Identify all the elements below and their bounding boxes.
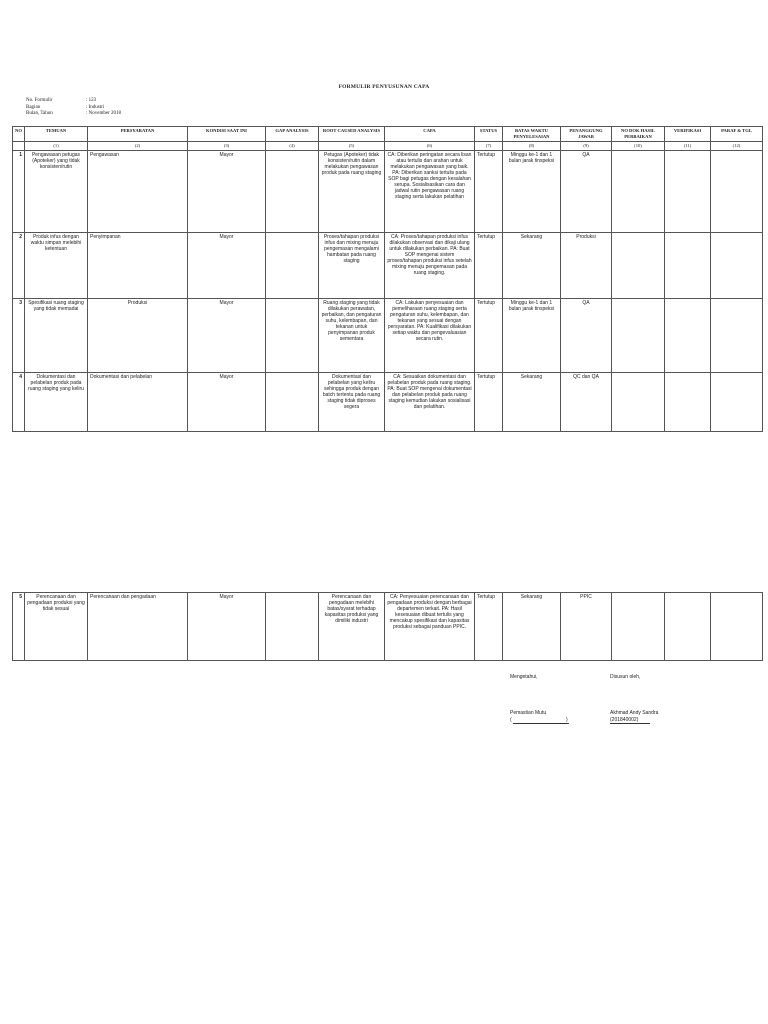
capa-table xyxy=(12,126,763,432)
form-title: FORMULIR PENYUSUNAN CAPA xyxy=(338,84,430,90)
cell-kondisi: Mayor xyxy=(188,373,266,432)
cell-no-dok xyxy=(612,299,665,373)
cell-gap xyxy=(266,593,319,661)
cell-root-cause: Proses/tahapan produksi infus dan mixing menuju pengemasan mengalami hambatan pada ruang staging xyxy=(319,233,385,299)
cell-kondisi: Mayor xyxy=(188,233,266,299)
cell-penanggung-jawab: QA xyxy=(561,151,612,233)
row-no: 3 xyxy=(13,299,25,373)
table-row xyxy=(13,299,763,373)
cell-gap xyxy=(266,151,319,233)
cell-paraf xyxy=(711,593,763,661)
cell-penanggung-jawab: Produksi xyxy=(561,233,612,299)
signature-left-paren-close: ) xyxy=(566,717,568,723)
cell-temuan: Spesifikasi ruang staging yang tidak memadai xyxy=(25,299,88,373)
meta-label: Bulan, Tahun xyxy=(26,111,53,116)
cell-paraf xyxy=(711,299,763,373)
signature-left-paren-open: ( xyxy=(510,717,512,723)
signature-left-role: Pemastian Mutu xyxy=(510,710,547,716)
cell-batas-waktu: Minggu ke-1 dan 1 bulan jarak tinspeksi xyxy=(503,299,561,373)
meta-value: : Industri xyxy=(86,104,105,110)
cell-batas-waktu: Sekarang xyxy=(503,373,561,432)
signature-right-line xyxy=(610,723,650,724)
signature-right-id: (201840002) xyxy=(610,717,639,723)
cell-capa: CA: Sesuaikan dokumentasi dan pelabelan produk pada ruang staging. PA: Buat SOP mengenai dokumentasi dan pelabelan produk pada ruang staging kemudian lakukan sosialisasi dan pelatihan. xyxy=(385,373,475,432)
header-batas-waktu: BATAS WAKTU PENYELESAIAN xyxy=(503,127,561,142)
cell-status: Tertutup xyxy=(475,299,503,373)
form-meta xyxy=(26,98,121,118)
header-paraf: PARAF & TGL xyxy=(711,127,763,142)
cell-capa: CA: Proses/tahapan produksi infus dilakukan observasi dan dikaji ulang untuk dilakukan perbaikan. PA: Buat SOP mengenai sistem proses/tahapan produksi infus setelah mixing menuju pengemasan pada ruang staging. xyxy=(385,233,475,299)
cell-temuan: Pengawasan petugas (Apoteker) yang tidak konsisten/rutin xyxy=(25,151,88,233)
cell-gap xyxy=(266,233,319,299)
cell-batas-waktu: Sekarang xyxy=(503,593,561,661)
table-row xyxy=(13,593,763,661)
col-number: (11) xyxy=(665,142,711,151)
cell-root-cause: Dokumentasi dan pelabelan yang keliru sehingga produk dengan batch tertentu pada ruang staging tidak diproses segera xyxy=(319,373,385,432)
cell-root-cause: Petugas (Apoteker) tidak konsisten/rutin dalam melakukan pengawasan produk pada ruang staging xyxy=(319,151,385,233)
cell-temuan: Perencanaan dan pengadaan produksi yang tidak sesuai xyxy=(25,593,88,661)
header-root-cause: ROOT CAUSED ANALYSIS xyxy=(319,127,385,142)
cell-penanggung-jawab: QC dan QA xyxy=(561,373,612,432)
cell-temuan: Produk infus dengan waktu simpan melebihi ketentuan xyxy=(25,233,88,299)
col-number: (1) xyxy=(25,142,88,151)
header-verifikasi: VERIFIKASI xyxy=(665,127,711,142)
cell-no-dok xyxy=(612,151,665,233)
signature-right-label: Disusun oleh, xyxy=(610,674,641,680)
cell-gap xyxy=(266,373,319,432)
cell-no-dok xyxy=(612,233,665,299)
cell-verifikasi xyxy=(665,151,711,233)
col-number: (3) xyxy=(188,142,266,151)
table-row xyxy=(13,373,763,432)
cell-verifikasi xyxy=(665,233,711,299)
cell-root-cause: Perencanaan dan pengadaan melebihi batas/syarat terhadap kapasitas produksi yang dimiliki industri xyxy=(319,593,385,661)
capa-table-continued xyxy=(12,592,763,661)
cell-capa: CA: Penyesuaian perencanaan dan pengadaan produksi dengan berbagai departemen terkait. PA: Hasil kesesuaian dibuat tertulis yang mencakup spesifikasi dan kapasitas produksi sebagai panduan PPIC. xyxy=(385,593,475,661)
cell-status: Tertutup xyxy=(475,151,503,233)
header-capa: CAPA xyxy=(385,127,475,142)
row-no: 2 xyxy=(13,233,25,299)
cell-no-dok xyxy=(612,593,665,661)
cell-penanggung-jawab: PPIC xyxy=(561,593,612,661)
col-number: (8) xyxy=(503,142,561,151)
table-row xyxy=(13,151,763,233)
cell-penanggung-jawab: QA xyxy=(561,299,612,373)
cell-persyaratan: Penyimpanan xyxy=(88,233,188,299)
cell-persyaratan: Dokumentasi dan pelabelan xyxy=(88,373,188,432)
meta-label: Bagian xyxy=(26,104,41,110)
col-number: (10) xyxy=(612,142,665,151)
header-kondisi: KONDISI SAAT INI xyxy=(188,127,266,142)
cell-root-cause: Ruang staging yang tidak dilakukan perawatan, perbaikan, dan pengaturan suhu, kelembapan, dan tekanan untuk penyimpanan produk sementara xyxy=(319,299,385,373)
header-no-dok: NO DOK HASIL PERBAIKAN xyxy=(612,127,665,142)
cell-verifikasi xyxy=(665,373,711,432)
col-number xyxy=(13,142,25,151)
table-row xyxy=(13,233,763,299)
col-number: (5) xyxy=(319,142,385,151)
cell-verifikasi xyxy=(665,299,711,373)
cell-gap xyxy=(266,299,319,373)
col-number: (7) xyxy=(475,142,503,151)
signature-left-line xyxy=(513,723,569,724)
header-gap: GAP ANALYSIS xyxy=(266,127,319,142)
cell-persyaratan: Pengawasan xyxy=(88,151,188,233)
cell-capa: CA: Diberikan peringatan secara lisan atau tertulis dan arahan untuk melakukan pengawasan yang baik. PA: Diberikan sanksi tertulis pada SOP bagi petugas dengan kesalahan serupa. Sosialisasikan cara dan jadwal rutin pengawasan ruang staging serta lakukan pelatihan xyxy=(385,151,475,233)
row-no: 5 xyxy=(13,593,25,661)
cell-kondisi: Mayor xyxy=(188,299,266,373)
cell-persyaratan: Perencanaan dan pengadaan xyxy=(88,593,188,661)
table-number-row xyxy=(13,142,763,151)
col-number: (2) xyxy=(88,142,188,151)
cell-status: Tertutup xyxy=(475,373,503,432)
table-header-row xyxy=(13,127,763,142)
row-no: 4 xyxy=(13,373,25,432)
cell-batas-waktu: Minggu ke-1 dan 1 bulan jarak tinspeksi xyxy=(503,151,561,233)
cell-paraf xyxy=(711,373,763,432)
header-temuan: TEMUAN xyxy=(25,127,88,142)
cell-batas-waktu: Sekarang xyxy=(503,233,561,299)
cell-no-dok xyxy=(612,373,665,432)
header-persyaratan: PERSYARATAN xyxy=(88,127,188,142)
col-number: (6) xyxy=(385,142,475,151)
row-no: 1 xyxy=(13,151,25,233)
cell-status: Tertutup xyxy=(475,593,503,661)
header-penanggung-jawab: PENANGGUNG JAWAB xyxy=(561,127,612,142)
meta-label: No. Formulir xyxy=(26,98,53,103)
cell-paraf xyxy=(711,233,763,299)
cell-kondisi: Mayor xyxy=(188,151,266,233)
header-no: NO xyxy=(13,127,25,142)
signature-left-label: Mengetahui, xyxy=(510,674,538,680)
cell-paraf xyxy=(711,151,763,233)
meta-value: : November 2018 xyxy=(86,111,121,116)
cell-capa: CA: Lakukan penyesuaian dan pemeliharaan ruang staging serta pengaturan suhu, kelembapan, dan tekanan yang sesuai dengan persyaratan. PA: Kualifikasi dilakukan setiap waktu dan pengevaluasian secara rutin. xyxy=(385,299,475,373)
col-number: (12) xyxy=(711,142,763,151)
col-number: (9) xyxy=(561,142,612,151)
signature-right-name: Akhmad Andy Sandra xyxy=(610,710,659,716)
col-number: (4) xyxy=(266,142,319,151)
cell-verifikasi xyxy=(665,593,711,661)
cell-status: Tertutup xyxy=(475,233,503,299)
cell-persyaratan: Produksi xyxy=(88,299,188,373)
cell-kondisi: Mayor xyxy=(188,593,266,661)
header-status: STATUS xyxy=(475,127,503,142)
cell-temuan: Dokumentasi dan pelabelan produk pada ruang staging yang keliru xyxy=(25,373,88,432)
meta-value: : 123 xyxy=(86,98,97,103)
